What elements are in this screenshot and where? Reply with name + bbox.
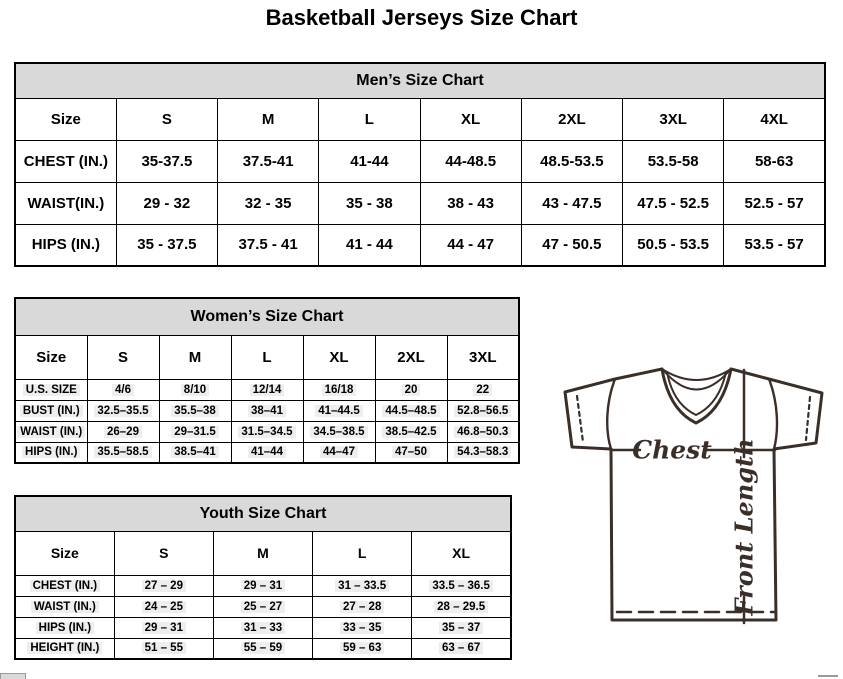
value-cell: 47.5 - 52.5 xyxy=(623,182,724,224)
value-cell: 43 - 47.5 xyxy=(521,182,622,224)
value-cell: 28 – 29.5 xyxy=(412,596,511,617)
left-sleeve-dashed-line xyxy=(577,396,583,442)
value-cell: 8/10 xyxy=(159,379,231,400)
size-col-header: 2XL xyxy=(521,98,622,140)
scrollbar-fragment-right xyxy=(818,675,838,677)
value-cell: 53.5-58 xyxy=(623,140,724,182)
row-label: HIPS (IN.) xyxy=(15,442,87,463)
size-col-header: M xyxy=(213,531,312,575)
table-row xyxy=(15,442,519,463)
table-row xyxy=(15,596,511,617)
mens-size-chart xyxy=(14,62,826,267)
table-title: Youth Size Chart xyxy=(15,496,511,531)
youth-size-chart xyxy=(14,495,512,660)
size-label-header: Size xyxy=(15,98,116,140)
value-cell: 31 – 33.5 xyxy=(313,575,412,596)
value-cell: 38–41 xyxy=(231,400,303,421)
value-cell: 53.5 - 57 xyxy=(724,224,825,266)
row-label: CHEST (IN.) xyxy=(15,575,114,596)
row-label: CHEST (IN.) xyxy=(15,140,116,182)
table-row xyxy=(15,421,519,442)
vneck-inner-line xyxy=(667,372,726,415)
table-row xyxy=(15,379,519,400)
size-col-header: L xyxy=(319,98,420,140)
table-row xyxy=(15,575,511,596)
value-cell: 29 – 31 xyxy=(114,617,213,638)
table-row xyxy=(15,617,511,638)
value-cell: 59 – 63 xyxy=(313,638,412,659)
value-cell: 22 xyxy=(447,379,519,400)
value-cell: 31 – 33 xyxy=(213,617,312,638)
value-cell: 52.5 - 57 xyxy=(724,182,825,224)
size-col-header: M xyxy=(218,98,319,140)
scrollbar-fragment-left xyxy=(0,673,26,679)
value-cell: 44-48.5 xyxy=(420,140,521,182)
value-cell: 35 – 37 xyxy=(412,617,511,638)
table-title-row xyxy=(15,496,511,531)
row-label: U.S. SIZE xyxy=(15,379,87,400)
table-row xyxy=(15,400,519,421)
row-label: WAIST (IN.) xyxy=(15,421,87,442)
header-row xyxy=(15,531,511,575)
value-cell: 16/18 xyxy=(303,379,375,400)
value-cell: 4/6 xyxy=(87,379,159,400)
value-cell: 51 – 55 xyxy=(114,638,213,659)
value-cell: 37.5-41 xyxy=(218,140,319,182)
value-cell: 41–44.5 xyxy=(303,400,375,421)
value-cell: 34.5–38.5 xyxy=(303,421,375,442)
size-col-header: M xyxy=(159,335,231,379)
value-cell: 35.5–38 xyxy=(159,400,231,421)
jersey-diagram xyxy=(556,360,836,628)
value-cell: 29–31.5 xyxy=(159,421,231,442)
left-armhole-seam xyxy=(607,379,615,449)
jersey-outline-shape xyxy=(565,369,822,620)
size-col-header: S xyxy=(116,98,217,140)
value-cell: 35 - 37.5 xyxy=(116,224,217,266)
value-cell: 47 - 50.5 xyxy=(521,224,622,266)
size-label-header: Size xyxy=(15,531,114,575)
row-label: HIPS (IN.) xyxy=(15,617,114,638)
value-cell: 27 – 28 xyxy=(313,596,412,617)
chest-measure-label: Chest xyxy=(632,435,712,465)
size-col-header: L xyxy=(313,531,412,575)
value-cell: 12/14 xyxy=(231,379,303,400)
header-row xyxy=(15,335,519,379)
value-cell: 26–29 xyxy=(87,421,159,442)
value-cell: 27 – 29 xyxy=(114,575,213,596)
size-col-header: XL xyxy=(412,531,511,575)
value-cell: 38.5–41 xyxy=(159,442,231,463)
value-cell: 35.5–58.5 xyxy=(87,442,159,463)
table-title-row xyxy=(15,298,519,335)
value-cell: 44 - 47 xyxy=(420,224,521,266)
value-cell: 20 xyxy=(375,379,447,400)
value-cell: 52.8–56.5 xyxy=(447,400,519,421)
table-title: Women’s Size Chart xyxy=(15,298,519,335)
value-cell: 35-37.5 xyxy=(116,140,217,182)
row-label: HIPS (IN.) xyxy=(15,224,116,266)
right-armhole-seam xyxy=(769,379,777,449)
size-col-header: L xyxy=(231,335,303,379)
row-label: WAIST(IN.) xyxy=(15,182,116,224)
row-label: WAIST (IN.) xyxy=(15,596,114,617)
value-cell: 63 – 67 xyxy=(412,638,511,659)
value-cell: 54.3–58.3 xyxy=(447,442,519,463)
value-cell: 32.5–35.5 xyxy=(87,400,159,421)
table-title-row xyxy=(15,63,825,98)
value-cell: 29 - 32 xyxy=(116,182,217,224)
table-row xyxy=(15,182,825,224)
value-cell: 58-63 xyxy=(724,140,825,182)
value-cell: 33 – 35 xyxy=(313,617,412,638)
value-cell: 25 – 27 xyxy=(213,596,312,617)
size-col-header: 3XL xyxy=(623,98,724,140)
table-row xyxy=(15,638,511,659)
value-cell: 44.5–48.5 xyxy=(375,400,447,421)
value-cell: 48.5-53.5 xyxy=(521,140,622,182)
value-cell: 29 – 31 xyxy=(213,575,312,596)
row-label: BUST (IN.) xyxy=(15,400,87,421)
womens-size-chart xyxy=(14,297,520,464)
table-row xyxy=(15,224,825,266)
value-cell: 33.5 – 36.5 xyxy=(412,575,511,596)
value-cell: 24 – 25 xyxy=(114,596,213,617)
value-cell: 46.8–50.3 xyxy=(447,421,519,442)
size-col-header: XL xyxy=(420,98,521,140)
value-cell: 41 - 44 xyxy=(319,224,420,266)
value-cell: 37.5 - 41 xyxy=(218,224,319,266)
value-cell: 38.5–42.5 xyxy=(375,421,447,442)
row-label: HEIGHT (IN.) xyxy=(15,638,114,659)
value-cell: 55 – 59 xyxy=(213,638,312,659)
size-label-header: Size xyxy=(15,335,87,379)
value-cell: 38 - 43 xyxy=(420,182,521,224)
size-col-header: 2XL xyxy=(375,335,447,379)
value-cell: 41-44 xyxy=(319,140,420,182)
value-cell: 32 - 35 xyxy=(218,182,319,224)
header-row xyxy=(15,98,825,140)
size-col-header: XL xyxy=(303,335,375,379)
size-col-header: S xyxy=(114,531,213,575)
value-cell: 47–50 xyxy=(375,442,447,463)
value-cell: 41–44 xyxy=(231,442,303,463)
table-row xyxy=(15,140,825,182)
size-col-header: 3XL xyxy=(447,335,519,379)
value-cell: 50.5 - 53.5 xyxy=(623,224,724,266)
value-cell: 31.5–34.5 xyxy=(231,421,303,442)
size-col-header: S xyxy=(87,335,159,379)
value-cell: 44–47 xyxy=(303,442,375,463)
table-title: Men’s Size Chart xyxy=(15,63,825,98)
front-length-label: Front Length xyxy=(729,438,759,616)
value-cell: 35 - 38 xyxy=(319,182,420,224)
page-title: Basketball Jerseys Size Chart xyxy=(265,5,578,30)
size-col-header: 4XL xyxy=(724,98,825,140)
right-sleeve-dashed-line xyxy=(806,397,810,440)
